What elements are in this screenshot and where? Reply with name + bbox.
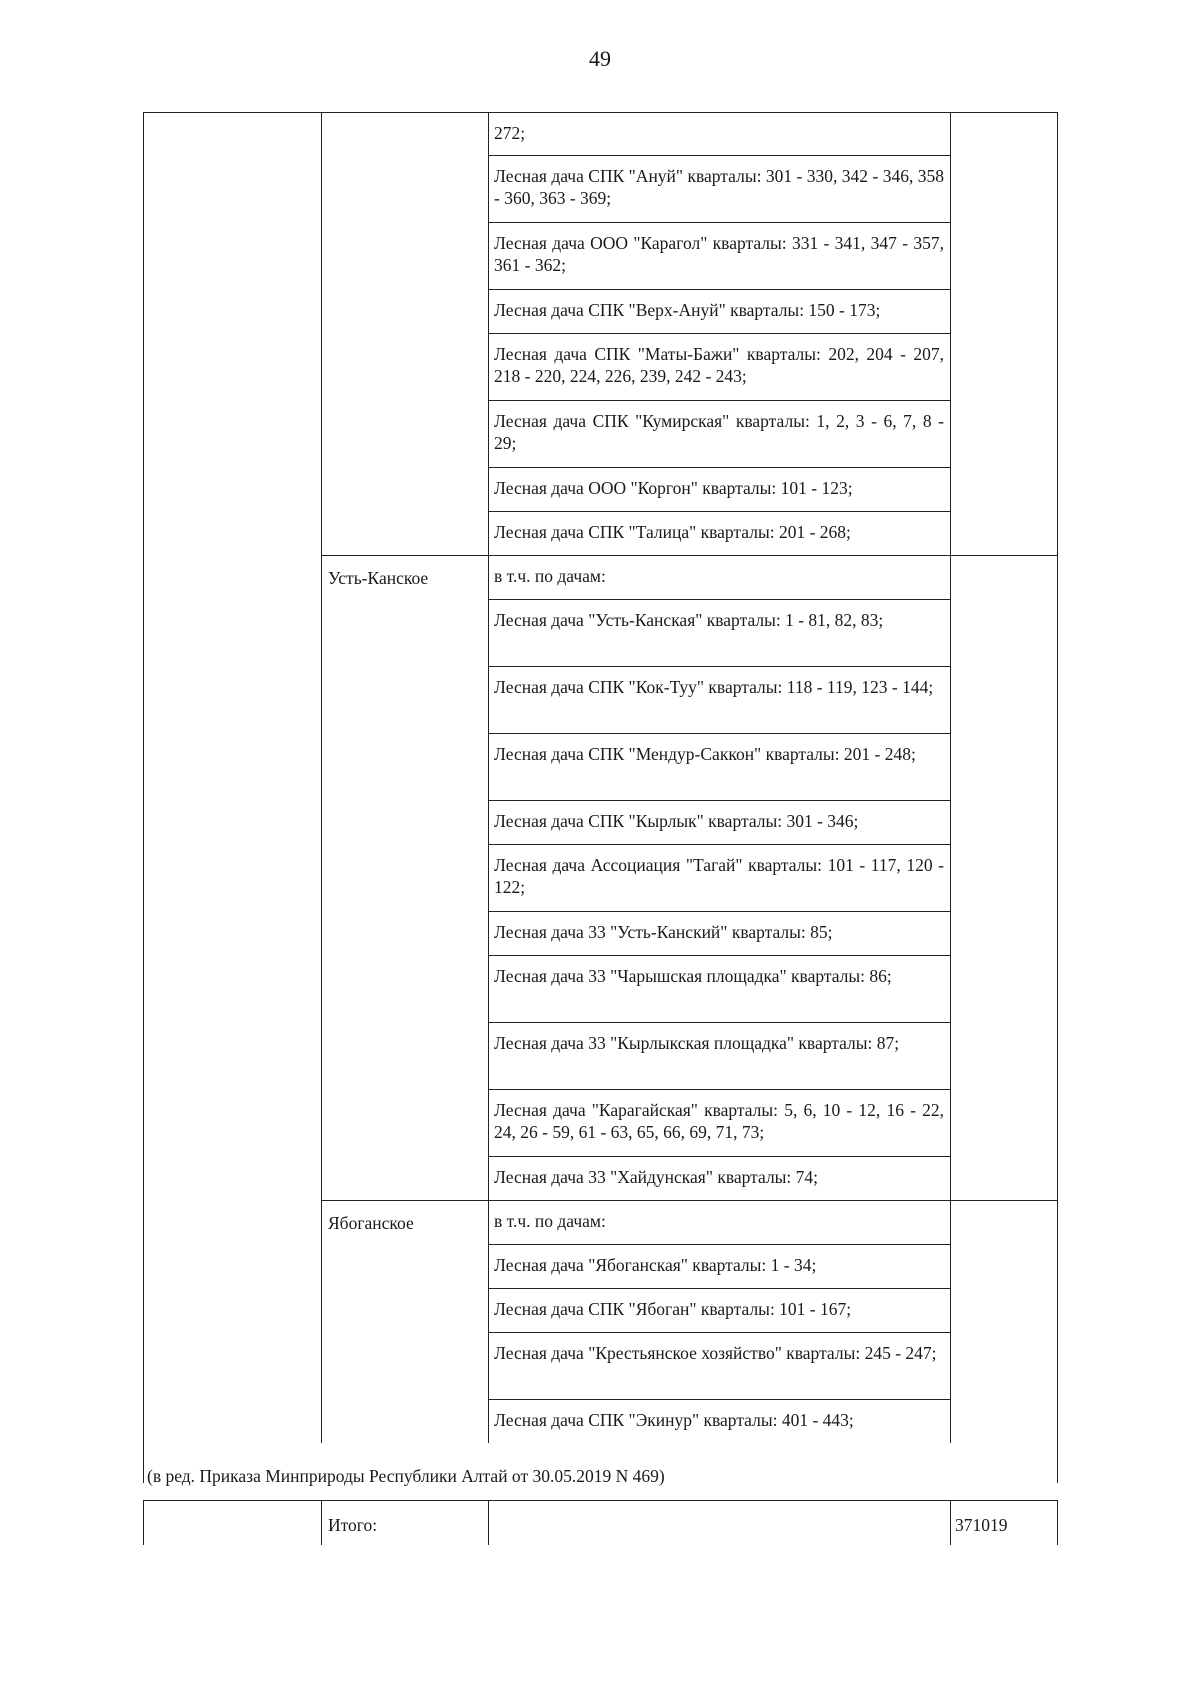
row-divider — [488, 1089, 950, 1090]
table-row: Лесная дача СПК "Ануй" кварталы: 301 - 330, 342 - 346, 358 - 360, 363 - 369; — [494, 166, 944, 208]
total-value: 371019 — [955, 1515, 1008, 1535]
table-row: Лесная дача 33 "Кырлыкская площадка" кварталы: 87; — [494, 1033, 900, 1053]
row-divider — [488, 1332, 950, 1333]
table-row: Лесная дача "Ябоганская" кварталы: 1 - 34; — [494, 1255, 817, 1275]
row-divider — [488, 289, 950, 290]
row-divider — [488, 800, 950, 801]
table-row: Лесная дача СПК "Кумирская" кварталы: 1, 2, 3 - 6, 7, 8 - 29; — [494, 411, 944, 453]
row-divider — [488, 733, 950, 734]
total-col-border — [143, 1500, 144, 1545]
table-row: Лесная дача СПК "Талица" кварталы: 201 - 268; — [494, 522, 851, 542]
table-row: Лесная дача ООО "Коргон" кварталы: 101 - 123; — [494, 478, 853, 498]
row-divider — [488, 333, 950, 334]
row-divider — [488, 1288, 950, 1289]
col-district-border — [321, 112, 322, 1443]
table-row: Лесная дача СПК "Мендур-Саккон" кварталы: 201 - 248; — [494, 744, 916, 764]
total-label: Итого: — [328, 1515, 378, 1535]
row-divider — [488, 155, 950, 156]
table-right-border — [1057, 112, 1058, 1483]
row-divider — [488, 844, 950, 845]
group-divider — [321, 555, 1057, 556]
col-desc-border — [488, 112, 489, 1443]
table-top-border — [143, 112, 1057, 113]
page-number: 49 — [589, 46, 611, 71]
row-divider — [488, 467, 950, 468]
table-row: в т.ч. по дачам: — [494, 566, 606, 586]
amendment-note: (в ред. Приказа Минприроды Республики Алтай от 30.05.2019 N 469) — [147, 1466, 665, 1486]
table-row: Лесная дача Ассоциация "Тагай" кварталы: 101 - 117, 120 - 122; — [494, 855, 944, 897]
table-row: Лесная дача СПК "Верх-Ануй" кварталы: 150 - 173; — [494, 300, 881, 320]
table-row: Лесная дача СПК "Кок-Туу" кварталы: 118 - 119, 123 - 144; — [494, 677, 934, 697]
table-row: Лесная дача СПК "Экинур" кварталы: 401 - 443; — [494, 1410, 854, 1430]
total-col-border — [321, 1500, 322, 1545]
row-divider — [488, 1156, 950, 1157]
table-left-border — [143, 112, 144, 1483]
total-row-top — [143, 1500, 1057, 1501]
row-divider — [488, 955, 950, 956]
table-row: Лесная дача 33 "Чарышская площадка" кварталы: 86; — [494, 966, 892, 986]
row-divider — [488, 911, 950, 912]
district-name: Усть-Канское — [328, 568, 429, 588]
table-row: Лесная дача ООО "Карагол" кварталы: 331 - 341, 347 - 357, 361 - 362; — [494, 233, 944, 275]
table-row: Лесная дача "Карагайская" кварталы: 5, 6, 10 - 12, 16 - 22, 24, 26 - 59, 61 - 63, 65, 66, 69, 71, 73; — [494, 1100, 944, 1142]
total-col-border — [950, 1500, 951, 1545]
table-row: Лесная дача 33 "Хайдунская" кварталы: 74; — [494, 1167, 819, 1187]
district-name: Ябоганское — [328, 1213, 414, 1233]
col-area-border — [950, 112, 951, 1443]
table-row: в т.ч. по дачам: — [494, 1211, 606, 1231]
total-col-border — [1057, 1500, 1058, 1545]
total-col-border — [488, 1500, 489, 1545]
table-row: Лесная дача СПК "Кырлык" кварталы: 301 - 346; — [494, 811, 859, 831]
table-row: 272; — [494, 123, 526, 143]
row-divider — [488, 511, 950, 512]
table-row: Лесная дача СПК "Ябоган" кварталы: 101 - 167; — [494, 1299, 852, 1319]
group-divider — [321, 1200, 1057, 1201]
row-divider — [488, 222, 950, 223]
table-row: Лесная дача 33 "Усть-Канский" кварталы: 85; — [494, 922, 833, 942]
row-divider — [488, 1022, 950, 1023]
table-row: Лесная дача "Усть-Канская" кварталы: 1 - 81, 82, 83; — [494, 610, 884, 630]
table-row: Лесная дача "Крестьянское хозяйство" кварталы: 245 - 247; — [494, 1343, 937, 1363]
row-divider — [488, 1244, 950, 1245]
row-divider — [488, 599, 950, 600]
row-divider — [488, 666, 950, 667]
row-divider — [488, 1399, 950, 1400]
row-divider — [488, 400, 950, 401]
table-row: Лесная дача СПК "Маты-Бажи" кварталы: 202, 204 - 207, 218 - 220, 224, 226, 239, 242 - 243; — [494, 344, 944, 386]
